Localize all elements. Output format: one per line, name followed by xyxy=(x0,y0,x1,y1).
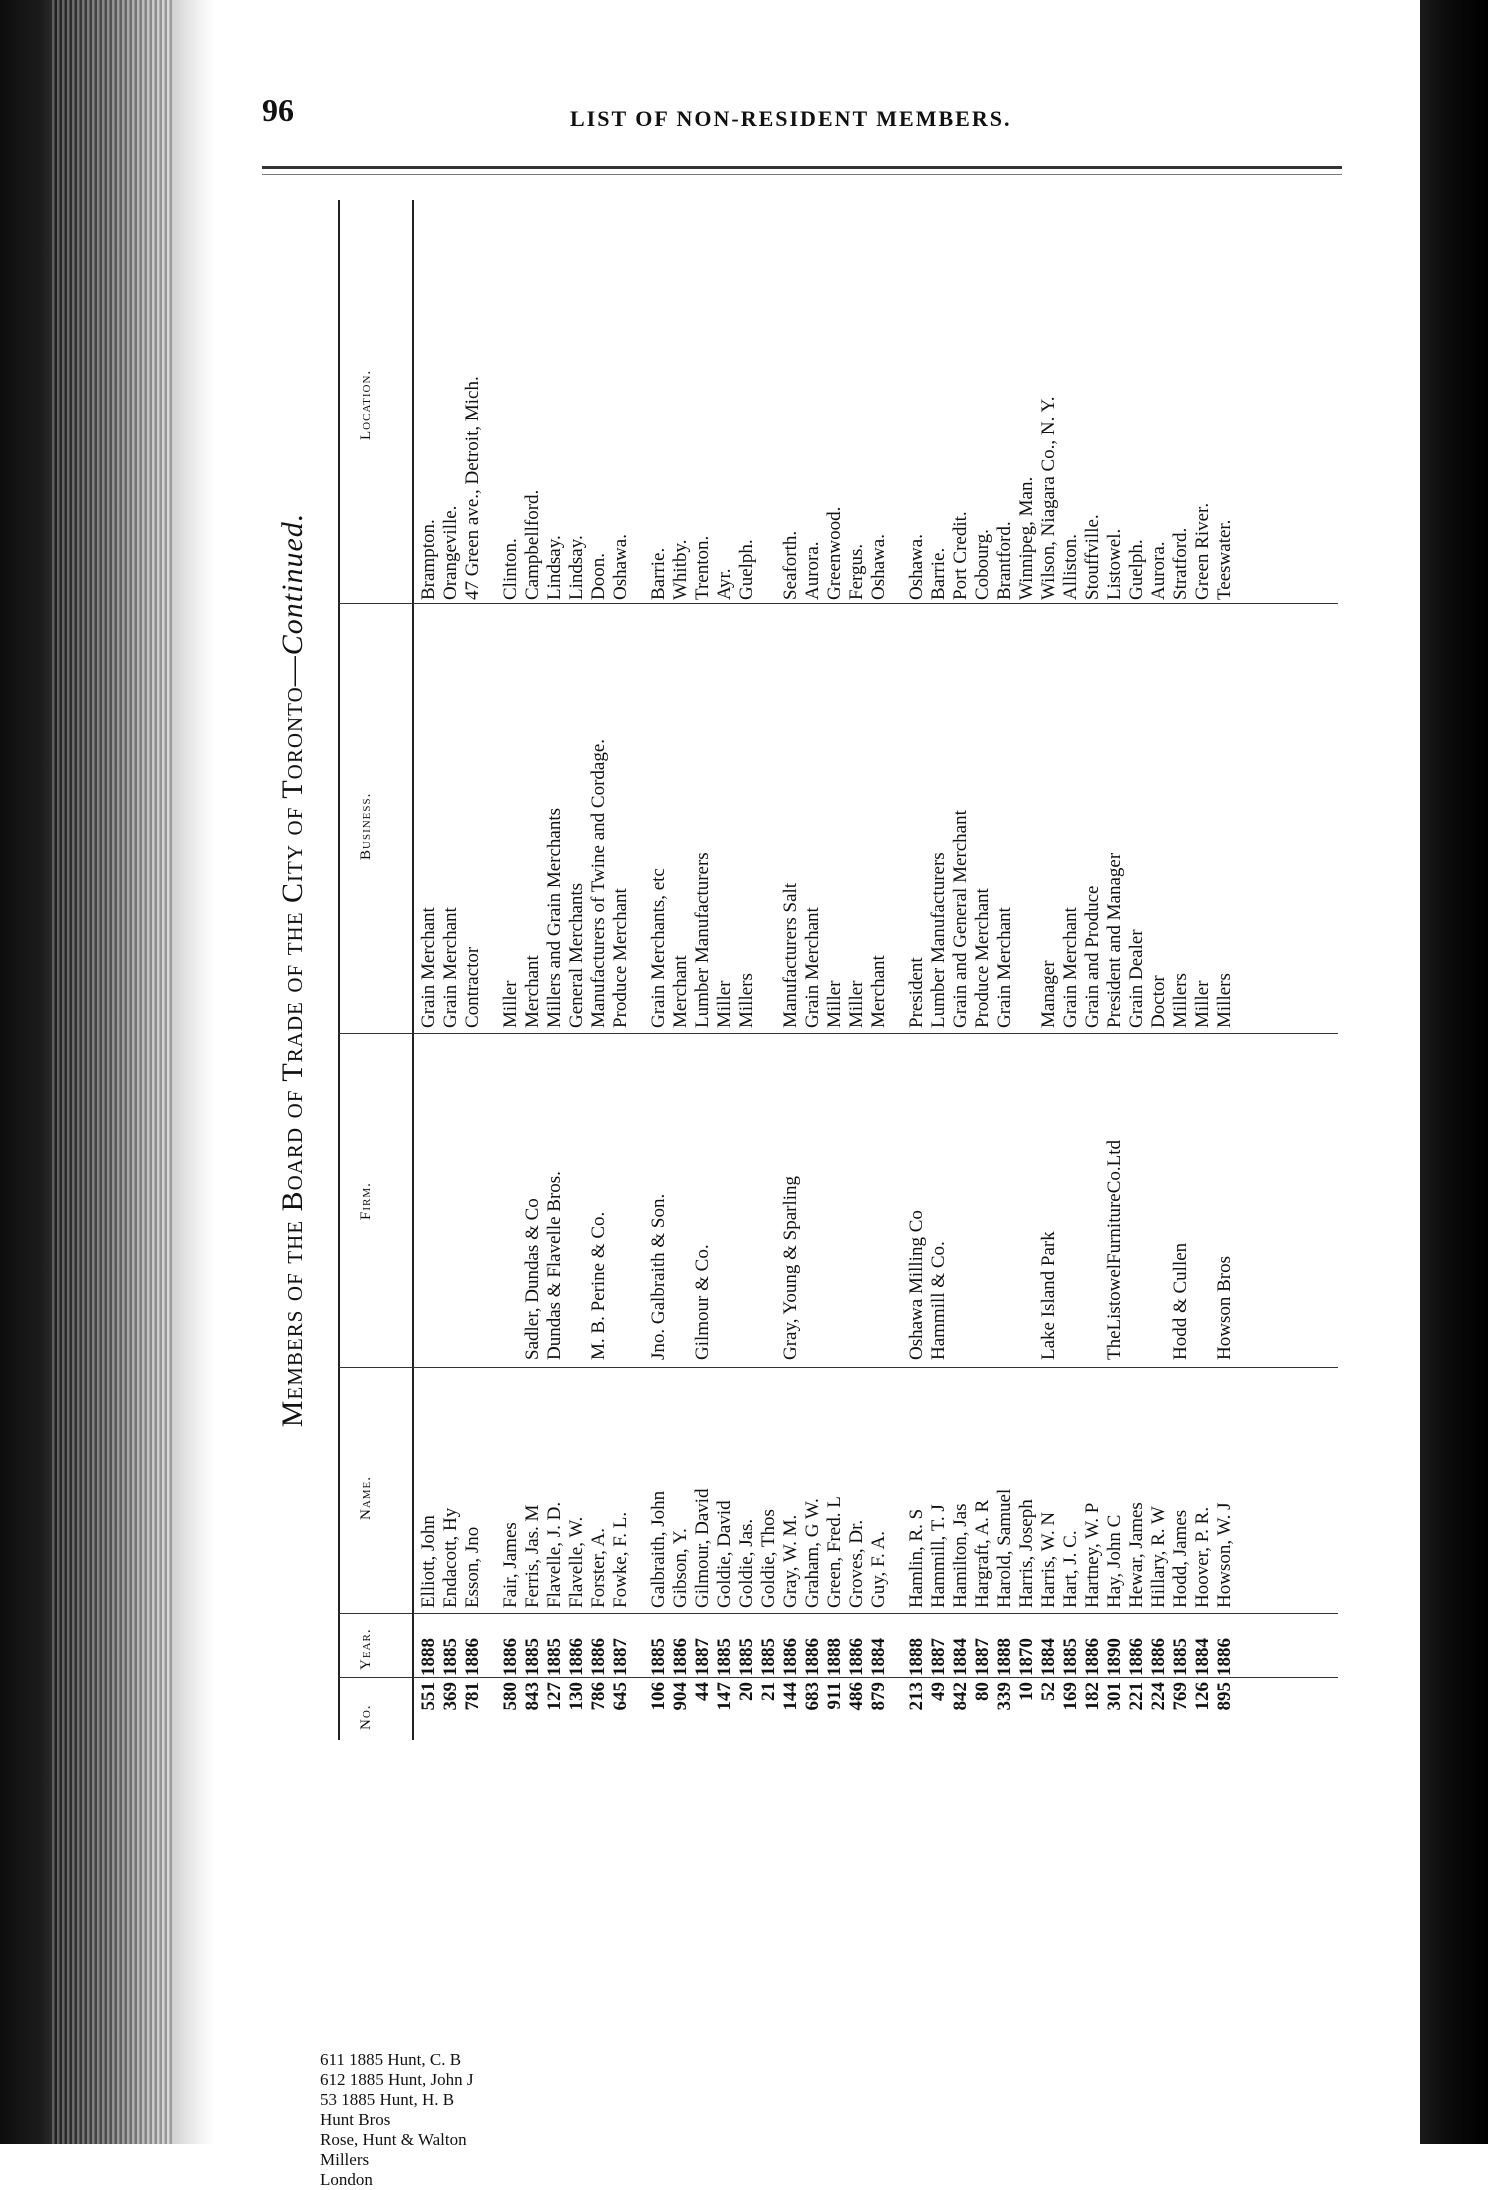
member-year: 1886 xyxy=(462,1638,483,1676)
member-name: Hillary, R. W xyxy=(1148,1506,1169,1608)
member-name: Gilmour, David xyxy=(692,1488,713,1608)
member-number: 301 xyxy=(1104,1682,1125,1711)
member-name: Ferris, Jas. M xyxy=(522,1504,543,1608)
member-number: 144 xyxy=(780,1682,801,1711)
member-number: 130 xyxy=(566,1682,587,1711)
member-name: Hart, J. C. xyxy=(1060,1530,1081,1608)
member-year: 1886 xyxy=(846,1638,867,1676)
member-name: Hodd, James xyxy=(1170,1509,1191,1608)
right-page-edge xyxy=(1420,0,1488,2144)
member-location: Brampton. xyxy=(418,519,439,600)
member-business: Lumber Manufacturers xyxy=(692,852,713,1028)
member-business: Grain Dealer xyxy=(1126,929,1147,1028)
member-year: 1885 xyxy=(758,1638,779,1676)
member-location: Stouffville. xyxy=(1082,514,1103,600)
member-location: Stratford. xyxy=(1170,527,1191,600)
member-number: 911 xyxy=(824,1682,845,1710)
member-location: Oshawa. xyxy=(868,534,889,600)
table-row xyxy=(1104,200,1126,1740)
header-name: Name. xyxy=(358,1475,374,1520)
member-firm: Howson Bros xyxy=(1214,1256,1235,1360)
member-year: 1885 xyxy=(522,1638,543,1676)
member-number: 126 xyxy=(1192,1682,1213,1711)
member-number: 21 xyxy=(758,1682,779,1701)
next-page-snippet xyxy=(320,2050,1380,2189)
member-location: Alliston. xyxy=(1060,534,1081,600)
table-title xyxy=(276,240,310,1700)
member-business: Contractor xyxy=(462,946,483,1028)
member-firm: Dundas & Flavelle Bros. xyxy=(544,1171,565,1360)
member-number: 369 xyxy=(440,1682,461,1711)
row-spacer xyxy=(632,200,648,1740)
snippet-line: Millers xyxy=(320,2150,370,2169)
table-row xyxy=(566,200,588,1740)
member-name: Hamilton, Jas xyxy=(950,1503,971,1608)
member-location: Lindsay. xyxy=(566,535,587,600)
member-number: 842 xyxy=(950,1682,971,1711)
table-row xyxy=(906,200,928,1740)
member-firm: Sadler, Dundas & Co xyxy=(522,1198,543,1360)
table-title-main: Members of the Board of Trade of the City of Toronto— xyxy=(276,655,309,1428)
member-year: 1886 xyxy=(1148,1638,1169,1676)
member-business: Grain Merchant xyxy=(440,907,461,1028)
member-year: 1888 xyxy=(906,1638,927,1676)
member-location: Guelph. xyxy=(1126,539,1147,600)
member-business: Grain Merchant xyxy=(418,907,439,1028)
member-name: Gray, W. M. xyxy=(780,1514,801,1608)
table-row xyxy=(1016,200,1038,1740)
member-name: Fowke, F. L. xyxy=(610,1511,631,1608)
member-name: Flavelle, J. D. xyxy=(544,1501,565,1608)
member-number: 486 xyxy=(846,1682,867,1711)
member-location: Oshawa. xyxy=(610,534,631,600)
table-row xyxy=(994,200,1016,1740)
member-year: 1888 xyxy=(994,1638,1015,1676)
member-name: Hargraft, A. R xyxy=(972,1499,993,1608)
table-row xyxy=(736,200,758,1740)
member-name: Harris, W. N xyxy=(1038,1511,1059,1608)
member-business: Millers xyxy=(1170,973,1191,1028)
member-location: Orangeville. xyxy=(440,505,461,600)
member-location: Campbellford. xyxy=(522,489,543,600)
member-year: 1890 xyxy=(1104,1638,1125,1676)
member-year: 1884 xyxy=(1038,1638,1059,1676)
table-row xyxy=(1148,200,1170,1740)
member-location: Aurora. xyxy=(1148,541,1169,600)
table-row xyxy=(1082,200,1104,1740)
member-business: Merchant xyxy=(522,955,543,1028)
snippet-line: Rose, Hunt & Walton xyxy=(320,2130,467,2149)
member-year: 1887 xyxy=(928,1638,949,1676)
member-location: Greenwood. xyxy=(824,506,845,600)
member-number: 106 xyxy=(648,1682,669,1711)
member-name: Goldie, David xyxy=(714,1500,735,1608)
member-location: Whitby. xyxy=(670,539,691,600)
table-row xyxy=(928,200,950,1740)
member-name: Flavelle, W. xyxy=(566,1516,587,1608)
member-year: 1885 xyxy=(544,1638,565,1676)
member-name: Hartney, W. P xyxy=(1082,1502,1103,1608)
member-location: Oshawa. xyxy=(906,534,927,600)
member-number: 551 xyxy=(418,1682,439,1711)
member-location: Cobourg. xyxy=(972,529,993,600)
member-year: 1885 xyxy=(1170,1638,1191,1676)
member-firm: Gray, Young & Sparling xyxy=(780,1175,801,1360)
member-business: Grain and Produce xyxy=(1082,885,1103,1028)
member-firm: Hodd & Cullen xyxy=(1170,1242,1191,1360)
member-name: Gibson, Y. xyxy=(670,1528,691,1608)
member-name: Esson, Jno xyxy=(462,1526,483,1608)
member-business: Produce Merchant xyxy=(972,888,993,1028)
table-row xyxy=(950,200,972,1740)
member-business: Merchant xyxy=(670,955,691,1028)
member-location: Barrie. xyxy=(648,547,669,600)
table-row xyxy=(588,200,610,1740)
member-number: 786 xyxy=(588,1682,609,1711)
member-number: 769 xyxy=(1170,1682,1191,1711)
member-name: Galbraith, John xyxy=(648,1490,669,1608)
member-year: 1888 xyxy=(824,1638,845,1676)
member-year: 1886 xyxy=(670,1638,691,1676)
snippet-line: London xyxy=(320,2170,373,2189)
member-year: 1884 xyxy=(1192,1638,1213,1676)
member-year: 1886 xyxy=(1082,1638,1103,1676)
member-year: 1885 xyxy=(736,1638,757,1676)
member-name: Forster, A. xyxy=(588,1528,609,1608)
member-business: Grain Merchant xyxy=(994,907,1015,1028)
member-location: Trenton. xyxy=(692,535,713,600)
member-year: 1885 xyxy=(714,1638,735,1676)
member-location: Guelph. xyxy=(736,539,757,600)
member-location: Fergus. xyxy=(846,543,867,600)
member-name: Howson, W. J xyxy=(1214,1502,1235,1608)
member-business: Grain Merchants, etc xyxy=(648,868,669,1028)
member-firm: Gilmour & Co. xyxy=(692,1244,713,1360)
member-business: Millers xyxy=(1214,973,1235,1028)
member-business: Grain and General Merchant xyxy=(950,810,971,1028)
member-location: Teeswater. xyxy=(1214,519,1235,600)
member-year: 1884 xyxy=(950,1638,971,1676)
header-business: Business. xyxy=(358,792,374,860)
header-firm: Firm. xyxy=(358,1182,374,1220)
member-number: 843 xyxy=(522,1682,543,1711)
member-business: Miller xyxy=(500,980,521,1028)
member-number: 781 xyxy=(462,1682,483,1711)
member-business: President xyxy=(906,957,927,1028)
member-location: Wilson, Niagara Co., N. Y. xyxy=(1038,396,1059,600)
member-number: 10 xyxy=(1016,1682,1037,1701)
member-location: Brantford. xyxy=(994,521,1015,600)
table-row xyxy=(1192,200,1214,1740)
header-no: No. xyxy=(358,1704,374,1730)
row-spacer xyxy=(484,200,500,1740)
member-business: Grain Merchant xyxy=(802,907,823,1028)
column-headers xyxy=(338,200,414,1740)
table-row xyxy=(1214,200,1236,1740)
member-year: 1886 xyxy=(1126,1638,1147,1676)
member-name: Harold, Samuel xyxy=(994,1488,1015,1608)
member-location: Listowel. xyxy=(1104,528,1125,600)
member-number: 683 xyxy=(802,1682,823,1711)
table-row xyxy=(780,200,802,1740)
member-name: Graham, G W. xyxy=(802,1498,823,1608)
table-row xyxy=(440,200,462,1740)
table-row xyxy=(824,200,846,1740)
member-business: President and Manager xyxy=(1104,852,1125,1028)
table-row xyxy=(544,200,566,1740)
snippet-line: 53 1885 Hunt, H. B xyxy=(320,2090,455,2109)
table-body xyxy=(418,200,1236,1740)
page-number: 96 xyxy=(262,92,294,128)
table-row xyxy=(692,200,714,1740)
member-number: 645 xyxy=(610,1682,631,1711)
member-year: 1885 xyxy=(1060,1638,1081,1676)
member-location: Lindsay. xyxy=(544,535,565,600)
member-year: 1887 xyxy=(692,1638,713,1676)
member-location: 47 Green ave., Detroit, Mich. xyxy=(462,376,483,600)
member-business: Millers and Grain Merchants xyxy=(544,807,565,1028)
member-business: Doctor xyxy=(1148,975,1169,1028)
member-number: 904 xyxy=(670,1682,691,1711)
member-year: 1888 xyxy=(418,1638,439,1676)
member-year: 1884 xyxy=(868,1638,889,1676)
table-row xyxy=(758,200,780,1740)
table-row xyxy=(846,200,868,1740)
snippet-line: 612 1885 Hunt, John J xyxy=(320,2070,474,2089)
member-business: Manufacturers Salt xyxy=(780,882,801,1028)
member-business: Manager xyxy=(1038,960,1059,1028)
member-firm: Lake Island Park xyxy=(1038,1231,1059,1360)
member-firm: Hammill & Co. xyxy=(928,1241,949,1360)
header-location: Location. xyxy=(358,369,374,440)
member-name: Green, Fred. L xyxy=(824,1496,845,1608)
member-year: 1885 xyxy=(648,1638,669,1676)
table-row xyxy=(1170,200,1192,1740)
member-location: Doon. xyxy=(588,553,609,600)
member-year: 1886 xyxy=(780,1638,801,1676)
member-business: Manufacturers of Twine and Cordage. xyxy=(588,738,609,1028)
member-number: 147 xyxy=(714,1682,735,1711)
table-row xyxy=(610,200,632,1740)
member-business: Miller xyxy=(1192,980,1213,1028)
member-location: Clinton. xyxy=(500,538,521,600)
snippet-line: Hunt Bros xyxy=(320,2110,391,2129)
page-edges xyxy=(52,0,172,2144)
member-number: 169 xyxy=(1060,1682,1081,1711)
running-head: LIST OF NON-RESIDENT MEMBERS. xyxy=(570,106,1012,131)
table-row xyxy=(1126,200,1148,1740)
member-year: 1870 xyxy=(1016,1638,1037,1676)
member-name: Goldie, Thos xyxy=(758,1509,779,1608)
member-number: 127 xyxy=(544,1682,565,1711)
member-name: Harris, Joseph xyxy=(1016,1499,1037,1608)
member-location: Seaforth. xyxy=(780,530,801,600)
member-location: Green River. xyxy=(1192,502,1213,600)
member-location: Winnipeg, Man. xyxy=(1016,476,1037,600)
header-rule xyxy=(262,166,1342,169)
member-firm: M. B. Perine & Co. xyxy=(588,1211,609,1360)
member-name: Hay, John C xyxy=(1104,1514,1125,1608)
member-business: Grain Merchant xyxy=(1060,907,1081,1028)
member-name: Hammill, T. J xyxy=(928,1504,949,1608)
member-business: Miller xyxy=(714,980,735,1028)
member-number: 20 xyxy=(736,1682,757,1701)
table-row xyxy=(670,200,692,1740)
table-row xyxy=(418,200,440,1740)
member-name: Elliott, John xyxy=(418,1515,439,1608)
table-row xyxy=(868,200,890,1740)
member-business: Merchant xyxy=(868,955,889,1028)
member-year: 1886 xyxy=(1214,1638,1235,1676)
row-spacer xyxy=(890,200,906,1740)
member-year: 1887 xyxy=(610,1638,631,1676)
member-location: Ayr. xyxy=(714,568,735,600)
member-number: 224 xyxy=(1148,1682,1169,1711)
table-row xyxy=(522,200,544,1740)
member-firm: Jno. Galbraith & Son. xyxy=(648,1193,669,1360)
member-name: Groves, Dr. xyxy=(846,1519,867,1608)
member-name: Hoover, P. R. xyxy=(1192,1506,1213,1608)
member-year: 1886 xyxy=(802,1638,823,1676)
table-row xyxy=(500,200,522,1740)
table-row xyxy=(802,200,824,1740)
member-number: 895 xyxy=(1214,1682,1235,1711)
member-year: 1886 xyxy=(500,1638,521,1676)
member-business: General Merchants xyxy=(566,882,587,1028)
member-number: 221 xyxy=(1126,1682,1147,1711)
member-number: 213 xyxy=(906,1682,927,1711)
member-firm: Oshawa Milling Co xyxy=(906,1210,927,1360)
member-number: 80 xyxy=(972,1682,993,1701)
table-row xyxy=(714,200,736,1740)
member-number: 879 xyxy=(868,1682,889,1711)
member-name: Fair, James xyxy=(500,1522,521,1608)
table-row xyxy=(1060,200,1082,1740)
member-year: 1886 xyxy=(566,1638,587,1676)
table-row xyxy=(972,200,994,1740)
member-year: 1887 xyxy=(972,1638,993,1676)
member-name: Guy, F. A. xyxy=(868,1531,889,1608)
member-business: Miller xyxy=(824,980,845,1028)
member-business: Millers xyxy=(736,973,757,1028)
table-row xyxy=(1038,200,1060,1740)
table-title-continued: Continued. xyxy=(276,512,309,656)
member-name: Goldie, Jas. xyxy=(736,1518,757,1608)
member-name: Hamlin, R. S xyxy=(906,1508,927,1608)
member-name: Hewar, James xyxy=(1126,1502,1147,1608)
member-number: 339 xyxy=(994,1682,1015,1711)
member-firm: TheListowelFurnitureCo.Ltd xyxy=(1104,1139,1125,1360)
member-business: Lumber Manufacturers xyxy=(928,852,949,1028)
member-location: Aurora. xyxy=(802,541,823,600)
snippet-line: 611 1885 Hunt, C. B xyxy=(320,2050,462,2069)
members-table xyxy=(276,200,1340,1740)
member-year: 1885 xyxy=(440,1638,461,1676)
member-number: 580 xyxy=(500,1682,521,1711)
member-location: Barrie. xyxy=(928,547,949,600)
member-business: Miller xyxy=(846,980,867,1028)
member-location: Port Credit. xyxy=(950,511,971,600)
member-business: Produce Merchant xyxy=(610,888,631,1028)
member-year: 1886 xyxy=(588,1638,609,1676)
member-number: 49 xyxy=(928,1682,949,1701)
table-row xyxy=(648,200,670,1740)
member-number: 44 xyxy=(692,1682,713,1701)
table-row xyxy=(462,200,484,1740)
member-name: Endacott, Hy xyxy=(440,1507,461,1608)
member-number: 182 xyxy=(1082,1682,1103,1711)
header-year: Year. xyxy=(358,1628,374,1670)
header-rule-thin xyxy=(262,174,1342,175)
member-number: 52 xyxy=(1038,1682,1059,1701)
